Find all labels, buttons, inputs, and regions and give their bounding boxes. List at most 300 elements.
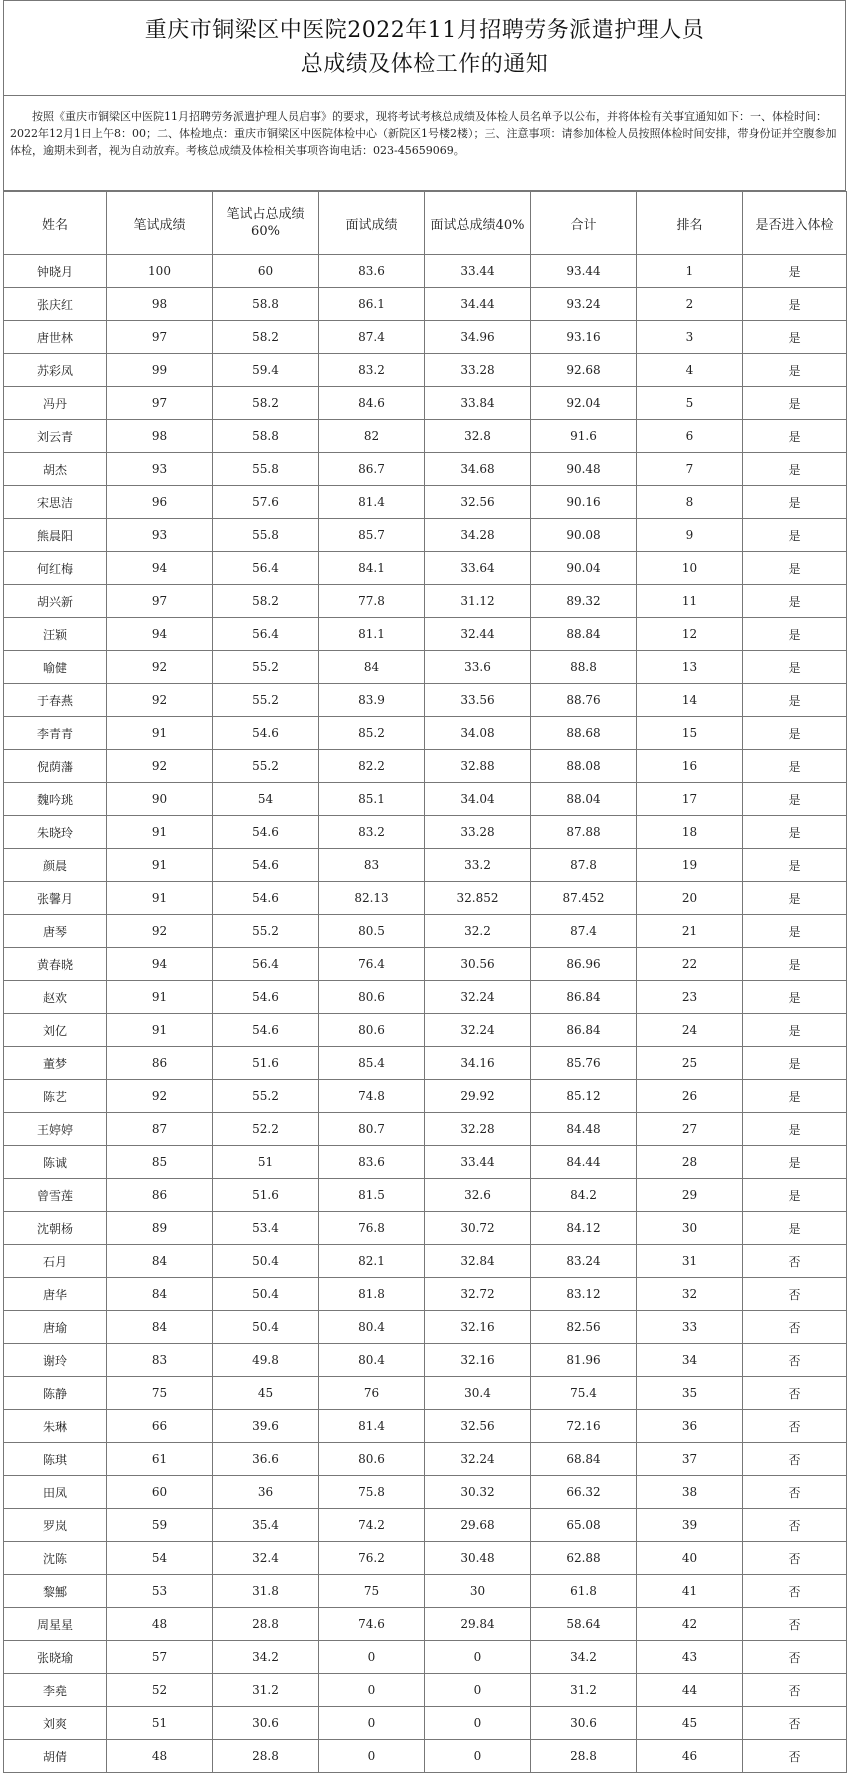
cell-written-weighted: 58.8 [213, 420, 319, 453]
cell-physical-exam: 是 [743, 783, 847, 816]
cell-written-score: 91 [107, 882, 213, 915]
table-row [4, 1146, 847, 1179]
table-row [4, 321, 847, 354]
cell-interview-weighted: 0 [425, 1641, 531, 1674]
cell-written-weighted: 50.4 [213, 1278, 319, 1311]
cell-interview-score: 85.1 [319, 783, 425, 816]
cell-interview-score: 76.8 [319, 1212, 425, 1245]
cell-interview-score: 80.5 [319, 915, 425, 948]
cell-total: 31.2 [531, 1674, 637, 1707]
results-table [3, 191, 847, 1773]
cell-interview-score: 84 [319, 651, 425, 684]
cell-interview-weighted: 30.4 [425, 1377, 531, 1410]
cell-total: 87.452 [531, 882, 637, 915]
cell-rank: 43 [637, 1641, 743, 1674]
cell-total: 93.24 [531, 288, 637, 321]
cell-interview-weighted: 34.28 [425, 519, 531, 552]
cell-rank: 7 [637, 453, 743, 486]
cell-physical-exam: 否 [743, 1740, 847, 1773]
cell-written-score: 94 [107, 552, 213, 585]
cell-interview-score: 80.6 [319, 1014, 425, 1047]
table-row [4, 1278, 847, 1311]
cell-rank: 19 [637, 849, 743, 882]
cell-interview-score: 75.8 [319, 1476, 425, 1509]
cell-total: 34.2 [531, 1641, 637, 1674]
cell-written-score: 59 [107, 1509, 213, 1542]
cell-rank: 32 [637, 1278, 743, 1311]
cell-rank: 28 [637, 1146, 743, 1179]
cell-interview-weighted: 32.8 [425, 420, 531, 453]
cell-name: 何红梅 [4, 552, 107, 585]
cell-name: 倪荫藩 [4, 750, 107, 783]
cell-physical-exam: 是 [743, 519, 847, 552]
cell-physical-exam: 是 [743, 1212, 847, 1245]
cell-interview-weighted: 0 [425, 1674, 531, 1707]
cell-name: 熊晨阳 [4, 519, 107, 552]
table-row [4, 1377, 847, 1410]
cell-name: 沈朝杨 [4, 1212, 107, 1245]
cell-interview-score: 83.2 [319, 816, 425, 849]
table-row [4, 420, 847, 453]
cell-rank: 29 [637, 1179, 743, 1212]
cell-written-weighted: 34.2 [213, 1641, 319, 1674]
cell-name: 陈艺 [4, 1080, 107, 1113]
cell-total: 92.04 [531, 387, 637, 420]
table-row [4, 915, 847, 948]
cell-name: 陈琪 [4, 1443, 107, 1476]
cell-written-score: 86 [107, 1179, 213, 1212]
cell-physical-exam: 否 [743, 1542, 847, 1575]
cell-physical-exam: 是 [743, 453, 847, 486]
table-row [4, 1476, 847, 1509]
cell-interview-score: 87.4 [319, 321, 425, 354]
cell-written-weighted: 55.2 [213, 684, 319, 717]
cell-total: 86.84 [531, 1014, 637, 1047]
cell-rank: 5 [637, 387, 743, 420]
cell-rank: 6 [637, 420, 743, 453]
cell-total: 87.88 [531, 816, 637, 849]
cell-interview-score: 83 [319, 849, 425, 882]
table-row [4, 882, 847, 915]
cell-interview-weighted: 32.72 [425, 1278, 531, 1311]
cell-physical-exam: 是 [743, 882, 847, 915]
cell-total: 86.96 [531, 948, 637, 981]
cell-written-score: 51 [107, 1707, 213, 1740]
header-written-weighted-label: 笔试占总成绩60% [226, 207, 305, 239]
cell-interview-weighted: 29.92 [425, 1080, 531, 1113]
cell-physical-exam: 否 [743, 1608, 847, 1641]
cell-interview-weighted: 0 [425, 1707, 531, 1740]
cell-total: 92.68 [531, 354, 637, 387]
header-written-score: 笔试成绩 [107, 192, 213, 255]
table-row [4, 1179, 847, 1212]
cell-rank: 41 [637, 1575, 743, 1608]
cell-total: 72.16 [531, 1410, 637, 1443]
table-row [4, 1311, 847, 1344]
cell-physical-exam: 是 [743, 420, 847, 453]
cell-written-weighted: 28.8 [213, 1740, 319, 1773]
cell-written-score: 87 [107, 1113, 213, 1146]
cell-interview-weighted: 30.56 [425, 948, 531, 981]
cell-written-score: 84 [107, 1245, 213, 1278]
cell-total: 30.6 [531, 1707, 637, 1740]
notice-paragraph: 按照《重庆市铜梁区中医院11月招聘劳务派遣护理人员启事》的要求，现将考试考核总成绩及体检人员名单予以公布，并将体检有关事宜通知如下：一、体检时间：2022年12月1日上午8：00；二、体检地点：重庆市铜梁区中医院体检中心（新院区1号楼2楼）；三、注意事项：请参加体检人员按照体检时间安排，带身份证并空腹参加体检，逾期未到者，视为自动放弃。考核总成绩及体检相关事项咨询电话：023-45659069。 [3, 95, 846, 191]
cell-interview-weighted: 33.2 [425, 849, 531, 882]
cell-interview-score: 81.5 [319, 1179, 425, 1212]
title-block [3, 0, 846, 95]
cell-written-score: 92 [107, 915, 213, 948]
cell-interview-score: 84.6 [319, 387, 425, 420]
cell-physical-exam: 是 [743, 618, 847, 651]
cell-name: 冯丹 [4, 387, 107, 420]
cell-written-score: 86 [107, 1047, 213, 1080]
cell-interview-weighted: 32.24 [425, 1014, 531, 1047]
cell-rank: 24 [637, 1014, 743, 1047]
cell-rank: 18 [637, 816, 743, 849]
cell-total: 90.04 [531, 552, 637, 585]
cell-written-weighted: 55.8 [213, 519, 319, 552]
cell-interview-weighted: 29.68 [425, 1509, 531, 1542]
cell-interview-weighted: 33.44 [425, 1146, 531, 1179]
cell-total: 88.8 [531, 651, 637, 684]
cell-physical-exam: 是 [743, 255, 847, 288]
cell-interview-score: 80.4 [319, 1311, 425, 1344]
cell-written-score: 92 [107, 684, 213, 717]
cell-physical-exam: 否 [743, 1410, 847, 1443]
cell-total: 87.8 [531, 849, 637, 882]
cell-physical-exam: 是 [743, 1047, 847, 1080]
cell-written-score: 97 [107, 321, 213, 354]
cell-physical-exam: 否 [743, 1443, 847, 1476]
cell-total: 88.04 [531, 783, 637, 816]
cell-interview-score: 74.2 [319, 1509, 425, 1542]
cell-name: 朱琳 [4, 1410, 107, 1443]
table-row [4, 585, 847, 618]
table-row [4, 816, 847, 849]
cell-physical-exam: 是 [743, 981, 847, 1014]
cell-written-score: 52 [107, 1674, 213, 1707]
cell-interview-weighted: 33.6 [425, 651, 531, 684]
cell-written-score: 92 [107, 651, 213, 684]
cell-written-weighted: 36 [213, 1476, 319, 1509]
cell-name: 谢玲 [4, 1344, 107, 1377]
cell-name: 胡杰 [4, 453, 107, 486]
cell-written-weighted: 55.2 [213, 651, 319, 684]
cell-interview-weighted: 33.44 [425, 255, 531, 288]
cell-written-score: 85 [107, 1146, 213, 1179]
cell-interview-weighted: 34.04 [425, 783, 531, 816]
cell-rank: 27 [637, 1113, 743, 1146]
cell-interview-score: 0 [319, 1740, 425, 1773]
table-row [4, 519, 847, 552]
cell-rank: 11 [637, 585, 743, 618]
cell-written-weighted: 53.4 [213, 1212, 319, 1245]
cell-total: 86.84 [531, 981, 637, 1014]
cell-physical-exam: 是 [743, 486, 847, 519]
table-row [4, 1212, 847, 1245]
cell-interview-score: 83.2 [319, 354, 425, 387]
cell-total: 90.48 [531, 453, 637, 486]
cell-name: 沈陈 [4, 1542, 107, 1575]
cell-interview-score: 81.8 [319, 1278, 425, 1311]
table-row [4, 750, 847, 783]
cell-written-score: 60 [107, 1476, 213, 1509]
cell-written-weighted: 59.4 [213, 354, 319, 387]
cell-written-weighted: 55.2 [213, 750, 319, 783]
cell-written-weighted: 32.4 [213, 1542, 319, 1575]
table-row [4, 1245, 847, 1278]
header-total: 合计 [531, 192, 637, 255]
cell-interview-score: 83.6 [319, 255, 425, 288]
table-row [4, 1014, 847, 1047]
cell-interview-score: 80.6 [319, 1443, 425, 1476]
cell-rank: 25 [637, 1047, 743, 1080]
cell-physical-exam: 是 [743, 321, 847, 354]
cell-rank: 38 [637, 1476, 743, 1509]
cell-written-weighted: 49.8 [213, 1344, 319, 1377]
cell-written-score: 100 [107, 255, 213, 288]
cell-interview-weighted: 0 [425, 1740, 531, 1773]
cell-name: 董梦 [4, 1047, 107, 1080]
cell-written-score: 91 [107, 981, 213, 1014]
cell-physical-exam: 是 [743, 948, 847, 981]
cell-physical-exam: 是 [743, 288, 847, 321]
cell-total: 84.44 [531, 1146, 637, 1179]
cell-written-weighted: 52.2 [213, 1113, 319, 1146]
table-row [4, 1542, 847, 1575]
header-name: 姓名 [4, 192, 107, 255]
cell-physical-exam: 是 [743, 915, 847, 948]
page-title-line-1: 重庆市铜梁区中医院2022年11月招聘劳务派遣护理人员 [144, 18, 705, 43]
cell-rank: 30 [637, 1212, 743, 1245]
cell-physical-exam: 是 [743, 816, 847, 849]
cell-total: 68.84 [531, 1443, 637, 1476]
table-row [4, 981, 847, 1014]
cell-interview-score: 76 [319, 1377, 425, 1410]
table-row [4, 783, 847, 816]
cell-interview-score: 74.6 [319, 1608, 425, 1641]
cell-written-score: 90 [107, 783, 213, 816]
cell-total: 90.08 [531, 519, 637, 552]
cell-interview-weighted: 30.48 [425, 1542, 531, 1575]
cell-written-weighted: 51.6 [213, 1047, 319, 1080]
cell-name: 于春燕 [4, 684, 107, 717]
cell-interview-weighted: 30 [425, 1575, 531, 1608]
cell-written-score: 91 [107, 816, 213, 849]
cell-written-weighted: 55.2 [213, 915, 319, 948]
table-row [4, 684, 847, 717]
cell-physical-exam: 否 [743, 1377, 847, 1410]
cell-total: 90.16 [531, 486, 637, 519]
cell-interview-score: 82.2 [319, 750, 425, 783]
cell-name: 唐华 [4, 1278, 107, 1311]
cell-interview-weighted: 32.2 [425, 915, 531, 948]
cell-interview-weighted: 32.24 [425, 981, 531, 1014]
cell-total: 81.96 [531, 1344, 637, 1377]
cell-rank: 16 [637, 750, 743, 783]
cell-rank: 39 [637, 1509, 743, 1542]
cell-interview-score: 83.9 [319, 684, 425, 717]
cell-physical-exam: 否 [743, 1575, 847, 1608]
table-row [4, 849, 847, 882]
cell-total: 88.68 [531, 717, 637, 750]
cell-physical-exam: 是 [743, 684, 847, 717]
cell-rank: 1 [637, 255, 743, 288]
cell-total: 89.32 [531, 585, 637, 618]
cell-written-score: 84 [107, 1311, 213, 1344]
cell-total: 62.88 [531, 1542, 637, 1575]
cell-written-weighted: 58.2 [213, 585, 319, 618]
cell-written-weighted: 54.6 [213, 981, 319, 1014]
table-row [4, 948, 847, 981]
cell-written-score: 91 [107, 849, 213, 882]
cell-interview-weighted: 34.68 [425, 453, 531, 486]
cell-interview-weighted: 32.24 [425, 1443, 531, 1476]
cell-total: 65.08 [531, 1509, 637, 1542]
header-interview-score: 面试成绩 [319, 192, 425, 255]
cell-interview-weighted: 30.32 [425, 1476, 531, 1509]
cell-written-weighted: 54.6 [213, 1014, 319, 1047]
cell-written-weighted: 56.4 [213, 948, 319, 981]
cell-interview-weighted: 32.852 [425, 882, 531, 915]
header-rank: 排名 [637, 192, 743, 255]
cell-total: 84.48 [531, 1113, 637, 1146]
cell-written-score: 66 [107, 1410, 213, 1443]
cell-rank: 15 [637, 717, 743, 750]
cell-interview-score: 82.1 [319, 1245, 425, 1278]
cell-name: 胡倩 [4, 1740, 107, 1773]
cell-written-score: 91 [107, 717, 213, 750]
table-row [4, 1707, 847, 1740]
table-row [4, 486, 847, 519]
cell-name: 胡兴新 [4, 585, 107, 618]
cell-interview-weighted: 33.28 [425, 816, 531, 849]
cell-written-score: 97 [107, 585, 213, 618]
cell-interview-score: 80.6 [319, 981, 425, 1014]
cell-written-weighted: 54.6 [213, 882, 319, 915]
cell-written-score: 98 [107, 288, 213, 321]
cell-interview-score: 81.4 [319, 486, 425, 519]
table-row [4, 1575, 847, 1608]
cell-physical-exam: 否 [743, 1311, 847, 1344]
cell-name: 罗岚 [4, 1509, 107, 1542]
cell-rank: 40 [637, 1542, 743, 1575]
cell-rank: 44 [637, 1674, 743, 1707]
cell-total: 87.4 [531, 915, 637, 948]
cell-interview-score: 84.1 [319, 552, 425, 585]
cell-physical-exam: 是 [743, 1179, 847, 1212]
cell-written-weighted: 35.4 [213, 1509, 319, 1542]
cell-interview-score: 80.4 [319, 1344, 425, 1377]
table-row [4, 354, 847, 387]
cell-written-score: 92 [107, 750, 213, 783]
cell-total: 85.76 [531, 1047, 637, 1080]
cell-interview-score: 77.8 [319, 585, 425, 618]
cell-interview-weighted: 32.16 [425, 1311, 531, 1344]
cell-physical-exam: 否 [743, 1509, 847, 1542]
cell-interview-weighted: 32.56 [425, 1410, 531, 1443]
cell-written-score: 93 [107, 453, 213, 486]
cell-name: 汪颖 [4, 618, 107, 651]
cell-interview-score: 74.8 [319, 1080, 425, 1113]
cell-physical-exam: 否 [743, 1476, 847, 1509]
cell-written-weighted: 31.8 [213, 1575, 319, 1608]
cell-rank: 8 [637, 486, 743, 519]
table-row [4, 717, 847, 750]
cell-name: 魏吟珧 [4, 783, 107, 816]
table-header-row [4, 192, 847, 255]
cell-interview-score: 85.4 [319, 1047, 425, 1080]
cell-rank: 42 [637, 1608, 743, 1641]
cell-written-weighted: 55.2 [213, 1080, 319, 1113]
cell-rank: 22 [637, 948, 743, 981]
cell-rank: 33 [637, 1311, 743, 1344]
cell-physical-exam: 否 [743, 1674, 847, 1707]
cell-rank: 10 [637, 552, 743, 585]
cell-total: 75.4 [531, 1377, 637, 1410]
cell-name: 王婷婷 [4, 1113, 107, 1146]
cell-rank: 13 [637, 651, 743, 684]
table-row [4, 1080, 847, 1113]
cell-interview-score: 83.6 [319, 1146, 425, 1179]
cell-physical-exam: 是 [743, 1080, 847, 1113]
cell-written-weighted: 45 [213, 1377, 319, 1410]
cell-interview-score: 0 [319, 1674, 425, 1707]
cell-interview-weighted: 34.08 [425, 717, 531, 750]
table-row [4, 1740, 847, 1773]
cell-physical-exam: 是 [743, 585, 847, 618]
cell-name: 黄春晓 [4, 948, 107, 981]
cell-physical-exam: 是 [743, 552, 847, 585]
cell-interview-weighted: 32.44 [425, 618, 531, 651]
cell-total: 61.8 [531, 1575, 637, 1608]
cell-interview-score: 76.2 [319, 1542, 425, 1575]
cell-written-weighted: 51 [213, 1146, 319, 1179]
cell-rank: 9 [637, 519, 743, 552]
cell-interview-weighted: 32.28 [425, 1113, 531, 1146]
cell-written-score: 94 [107, 948, 213, 981]
cell-written-score: 48 [107, 1740, 213, 1773]
table-row [4, 1410, 847, 1443]
cell-written-weighted: 54.6 [213, 816, 319, 849]
cell-physical-exam: 否 [743, 1245, 847, 1278]
cell-physical-exam: 是 [743, 849, 847, 882]
cell-written-weighted: 36.6 [213, 1443, 319, 1476]
cell-written-score: 57 [107, 1641, 213, 1674]
cell-total: 93.44 [531, 255, 637, 288]
table-row [4, 1608, 847, 1641]
cell-interview-weighted: 33.28 [425, 354, 531, 387]
cell-physical-exam: 否 [743, 1641, 847, 1674]
table-row [4, 288, 847, 321]
cell-written-score: 98 [107, 420, 213, 453]
cell-rank: 31 [637, 1245, 743, 1278]
cell-written-score: 54 [107, 1542, 213, 1575]
table-row [4, 1641, 847, 1674]
cell-physical-exam: 是 [743, 750, 847, 783]
cell-written-weighted: 54 [213, 783, 319, 816]
cell-physical-exam: 否 [743, 1344, 847, 1377]
cell-total: 88.76 [531, 684, 637, 717]
cell-total: 84.2 [531, 1179, 637, 1212]
cell-rank: 35 [637, 1377, 743, 1410]
cell-interview-weighted: 33.56 [425, 684, 531, 717]
cell-total: 58.64 [531, 1608, 637, 1641]
cell-name: 赵欢 [4, 981, 107, 1014]
cell-written-weighted: 39.6 [213, 1410, 319, 1443]
cell-physical-exam: 是 [743, 651, 847, 684]
cell-name: 石月 [4, 1245, 107, 1278]
